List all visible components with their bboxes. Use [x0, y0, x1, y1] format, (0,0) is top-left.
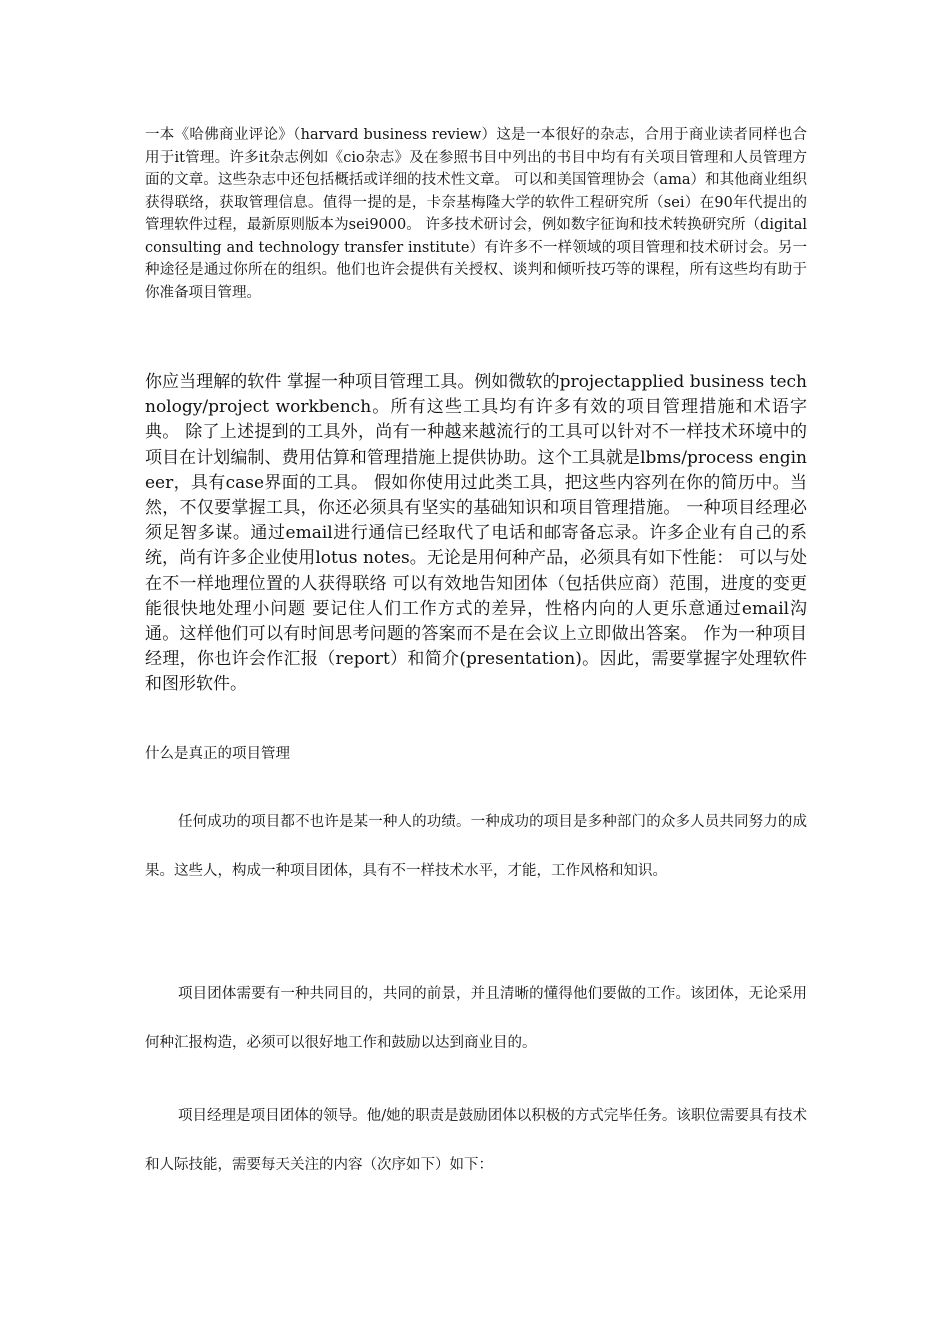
- software-paragraph: 你应当理解的软件 掌握一种项目管理工具。例如微软的projectapplied business technology/project workbench。所有这些工具均有许多有效的项目管理措施和术语字典。 除了上述提到的工具外，尚有一种越来越流行的工具可以针对不一样技术环境中的项目在计划编制、费用估算和管理措施上提供协助。这个工具就是lbms/process engineer，具有case界面的工具。 假如你使用过此类工具，把这些内容列在你的简历中。当然，不仅要掌握工具，你还必须具有坚实的基础知识和项目管理措施。 一种项目经理必须足智多谋。通过email进行通信已经取代了电话和邮寄备忘录。许多企业有自己的系统，尚有许多企业使用lotus notes。无论是用何种产品，必须具有如下性能： 可以与处在不一样地理位置的人获得联络 可以有效地告知团体（包括供应商）范围，进度的变更 能很快地处理小问题 要记住人们工作方式的差异，性格内向的人更乐意通过email沟通。这样他们可以有时间思考问题的答案而不是在会议上立即做出答案。 作为一种项目经理，你也许会作汇报（report）和简介(presentation)。因此，需要掌握字处理软件和图形软件。: [145, 372, 807, 695]
- intro-paragraph: 一本《哈佛商业评论》（harvard business review）这是一本很好的杂志，合用于商业读者同样也合用于it管理。许多it杂志例如《cio杂志》及在参照书目中列出的书目中均有有关项目管理和人员管理方面的文章。这些杂志中还包括概括或详细的技术性文章。 可以和美国管理协会（ama）和其他商业组织获得联络，获取管理信息。值得一提的是，卡奈基梅隆大学的软件工程研究所（sei）在90年代提出的管理软件过程，最新原则版本为sei9000。 许多技术研讨会，例如数字征询和技术转换研究所（digital consulting and technology transfer institute）有许多不一样领域的项目管理和技术研讨会。另一种途径是通过你所在的组织。他们也许会提供有关授权、谈判和倾听技巧等的课程，所有这些均有助于你准备项目管理。: [145, 127, 807, 301]
- team-goal-paragraph: 项目团体需要有一种共同目的，共同的前景，并且清晰的懂得他们要做的工作。该团体，无论采用何种汇报构造，必须可以很好地工作和鼓励以达到商业目的。: [145, 986, 807, 1051]
- section-heading: 什么是真正的项目管理: [145, 746, 290, 762]
- team-paragraph: 任何成功的项目都不也许是某一种人的功绩。一种成功的项目是多种部门的众多人员共同努力的成果。这些人，构成一种项目团体，具有不一样技术水平，才能，工作风格和知识。: [145, 814, 807, 879]
- manager-role-paragraph: 项目经理是项目团体的领导。他/她的职责是鼓励团体以积极的方式完毕任务。该职位需要具有技术和人际技能，需要每天关注的内容（次序如下）如下：: [145, 1108, 807, 1173]
